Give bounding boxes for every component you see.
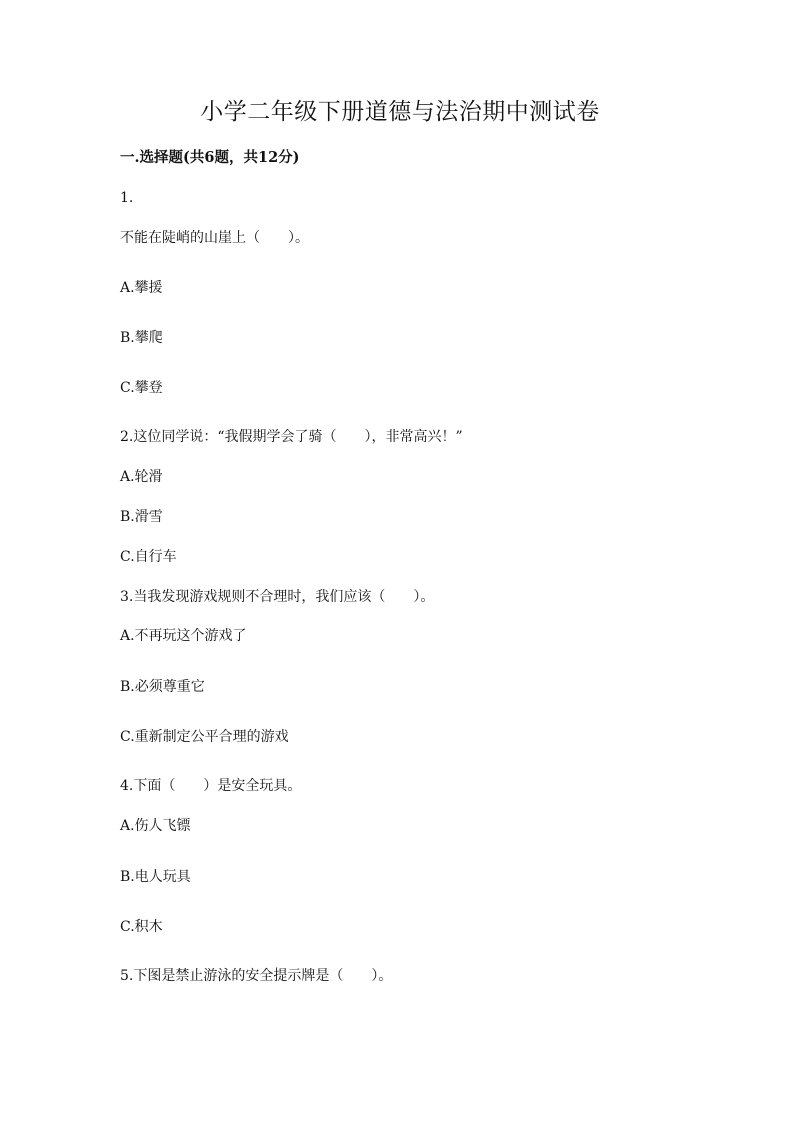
question-4-option-c: C.积木 <box>120 919 163 935</box>
question-2-stem: 2.这位同学说：“我假期学会了骑（ ），非常高兴！” <box>120 429 463 445</box>
question-2-option-c: C.自行车 <box>120 549 177 565</box>
question-2-option-b: B.滑雪 <box>120 509 163 525</box>
section-heading: 一.选择题(共6题，共12分) <box>120 149 300 166</box>
question-1-option-c: C.攀登 <box>120 380 163 396</box>
question-1-option-b: B.攀爬 <box>120 330 163 346</box>
page-title: 小学二年级下册道德与法治期中测试卷 <box>200 99 600 125</box>
question-2-option-a: A.轮滑 <box>120 469 163 485</box>
question-4-stem: 4.下面（ ）是安全玩具。 <box>120 778 302 794</box>
question-3-option-b: B.必须尊重它 <box>120 679 205 695</box>
question-5-stem: 5.下图是禁止游泳的安全提示牌是（ ）。 <box>120 968 393 984</box>
question-3-option-a: A.不再玩这个游戏了 <box>120 628 247 644</box>
question-4-option-b: B.电人玩具 <box>120 869 191 885</box>
question-3-option-c: C.重新制定公平合理的游戏 <box>120 729 289 745</box>
question-1-stem: 不能在陡峭的山崖上（ ）。 <box>120 230 309 246</box>
question-4-option-a: A.伤人飞镖 <box>120 818 191 834</box>
question-3-stem: 3.当我发现游戏规则不合理时，我们应该（ ）。 <box>120 589 435 605</box>
question-1-option-a: A.攀援 <box>120 280 163 296</box>
question-1-number: 1. <box>120 190 134 206</box>
